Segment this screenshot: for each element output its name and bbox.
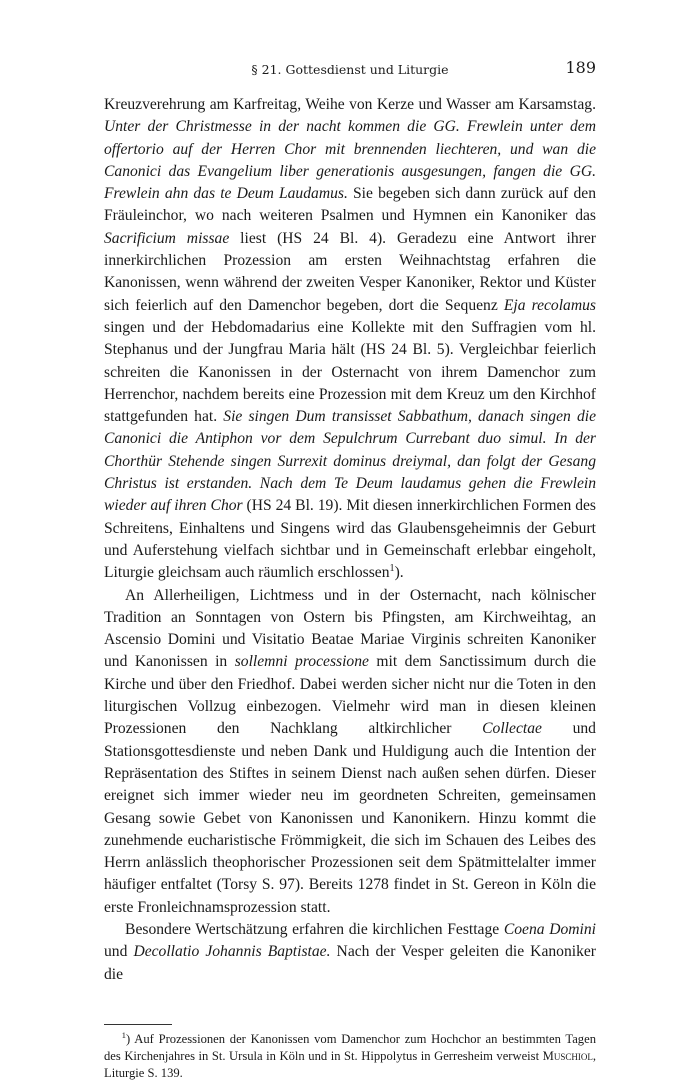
footnote-text: , Liturgie S. 139. (104, 1048, 596, 1080)
text-run: singen und der Hebdomadarius eine Kollekte mit den Suffragien vom hl. Stephanus und der Jungfrau Maria hält (HS 24 Bl. 5). Vergleichbar feierlich schreiten die Kanonissen in der Osternacht von ihrem Damenchor zum Herrenchor, nachdem bereits eine Prozession mit dem Kreuz um den Kirchhof stattgefunden hat. (104, 318, 596, 426)
term-italic: Coena Domini (503, 920, 596, 938)
text-run: liest (HS 24 Bl. 4). Geradezu eine Antwort ihrer innerkirchlichen Prozession am ersten Weihnachtstag erfahren die Kanonissen, wenn während der zweiten Vesper Kanoniker, Rektor und Küster sich feierlich auf den Damenchor begeben, dort die Sequenz (104, 229, 596, 314)
running-title: § 21. Gottesdienst und Liturgie (251, 62, 449, 77)
text-run: Sie begeben sich dann zurück auf den Fräuleinchor, wo nach weiteren Psalmen und Hymnen ein Kanoniker das (104, 185, 596, 225)
term-italic: Eja recolamus (503, 296, 596, 314)
footnote-reference[interactable]: 1 (389, 563, 395, 575)
book-page (104, 58, 596, 1082)
running-header (104, 58, 596, 80)
text-run: Besondere Wertschätzung erfahren die kirchlichen Festtage (125, 920, 504, 938)
term-italic: Sacrificium missae (104, 229, 230, 247)
footnote-1 (104, 1031, 596, 1082)
quotation-italic: Unter der Christmesse in der nacht kommen die GG. Frewlein unter dem offertorio auf der Herren Chor mit brennenden liechteren, und wan die Canonici das Evangelium liber generationis ausgesungen, fangen die GG. Frewlein ahn das te Deum Laudamus. (104, 118, 596, 203)
text-run: Kreuzverehrung am Karfreitag, Weihe von Kerze und Wasser am Karsamstag. (104, 96, 596, 113)
paragraph-3 (104, 919, 596, 986)
text-run: An Allerheiligen, Lichtmess und in der Osternacht, nach kölnischer Tradition an Sonntagen von Ostern bis Pfingsten, am Kirchweihtag, an Ascensio Domini und Visitatio Beatae Mariae Virginis schreiten Kanoniker und Kanonissen in (104, 586, 596, 671)
footnote-marker: 1 (121, 1029, 127, 1040)
paragraph-2 (104, 585, 596, 919)
footnote-author: Muschiol (542, 1048, 593, 1063)
footnote-text: ) Auf Prozessionen der Kanonissen vom Damenchor zum Hochchor an bestimmten Tagen des Kirchenjahres in St. Ursula in Köln und in St. Hippolytus in Gerresheim verweist (104, 1031, 596, 1063)
page-number: 189 (565, 58, 596, 77)
quotation-italic: Sie singen Dum transisset Sabbathum, danach singen die Canonici die Antiphon vor dem Sepulchrum Currebant duo simul. In der Chorthür Stehende singen Surrexit dominus dreiymal, dan folgt der Gesang Christus ist erstanden. Nach dem Te Deum laudamus gehen die Frewlein wieder auf ihren Chor (104, 408, 596, 515)
text-run: und (104, 943, 134, 961)
term-italic: Decollatio Johannis Baptistae. (133, 943, 331, 961)
paragraph-1 (104, 94, 596, 585)
footnote-divider (104, 1024, 172, 1025)
text-run: (HS 24 Bl. 19). Mit diesen innerkirchlichen Formen des Schreitens, Einhaltens und Singens wird das Glaubensgeheimnis der Geburt und Auferstehung vielfach sichtbar und in Gemeinschaft erlebbar eingeholt, Liturgie gleichsam auch räumlich erschlossen (104, 497, 596, 582)
text-run: Nach der Vesper geleiten die Kanoniker die (104, 943, 597, 983)
text-run: mit dem Sanctissimum durch die Kirche und über den Friedhof. Dabei werden sicher nicht nur die Toten in den liturgischen Vollzug einbezogen. Vielmehr wird man in diesen kleinen Prozessionen den Nachklang altkirchlicher (104, 653, 596, 738)
main-text (104, 94, 596, 986)
text-run: und Stationsgottesdienste und neben Dank und Huldigung auch die Intention der Repräsentation des Stiftes in seinem Dienst nach außen sehen dürfen. Dieser ereignet sich immer wieder neu im geordneten Schreiten, gemeinsamen Gesang sowie Gebet von Kanonissen und Kanonikern. Hinzu kommt die zunehmende eucharistische Frömmigkeit, die sich im Schauen des Leibes des Herrn anlässlich theophorischer Prozessionen seit dem Spätmittelalter immer häufiger entfaltet (Torsy S. 97). Bereits 1278 findet in St. Gereon in Köln die erste Fronleichnamsprozession statt. (104, 720, 596, 916)
text-run: ). (394, 564, 404, 582)
term-italic: Collectae (482, 720, 542, 738)
term-italic: sollemni processione (234, 653, 369, 671)
